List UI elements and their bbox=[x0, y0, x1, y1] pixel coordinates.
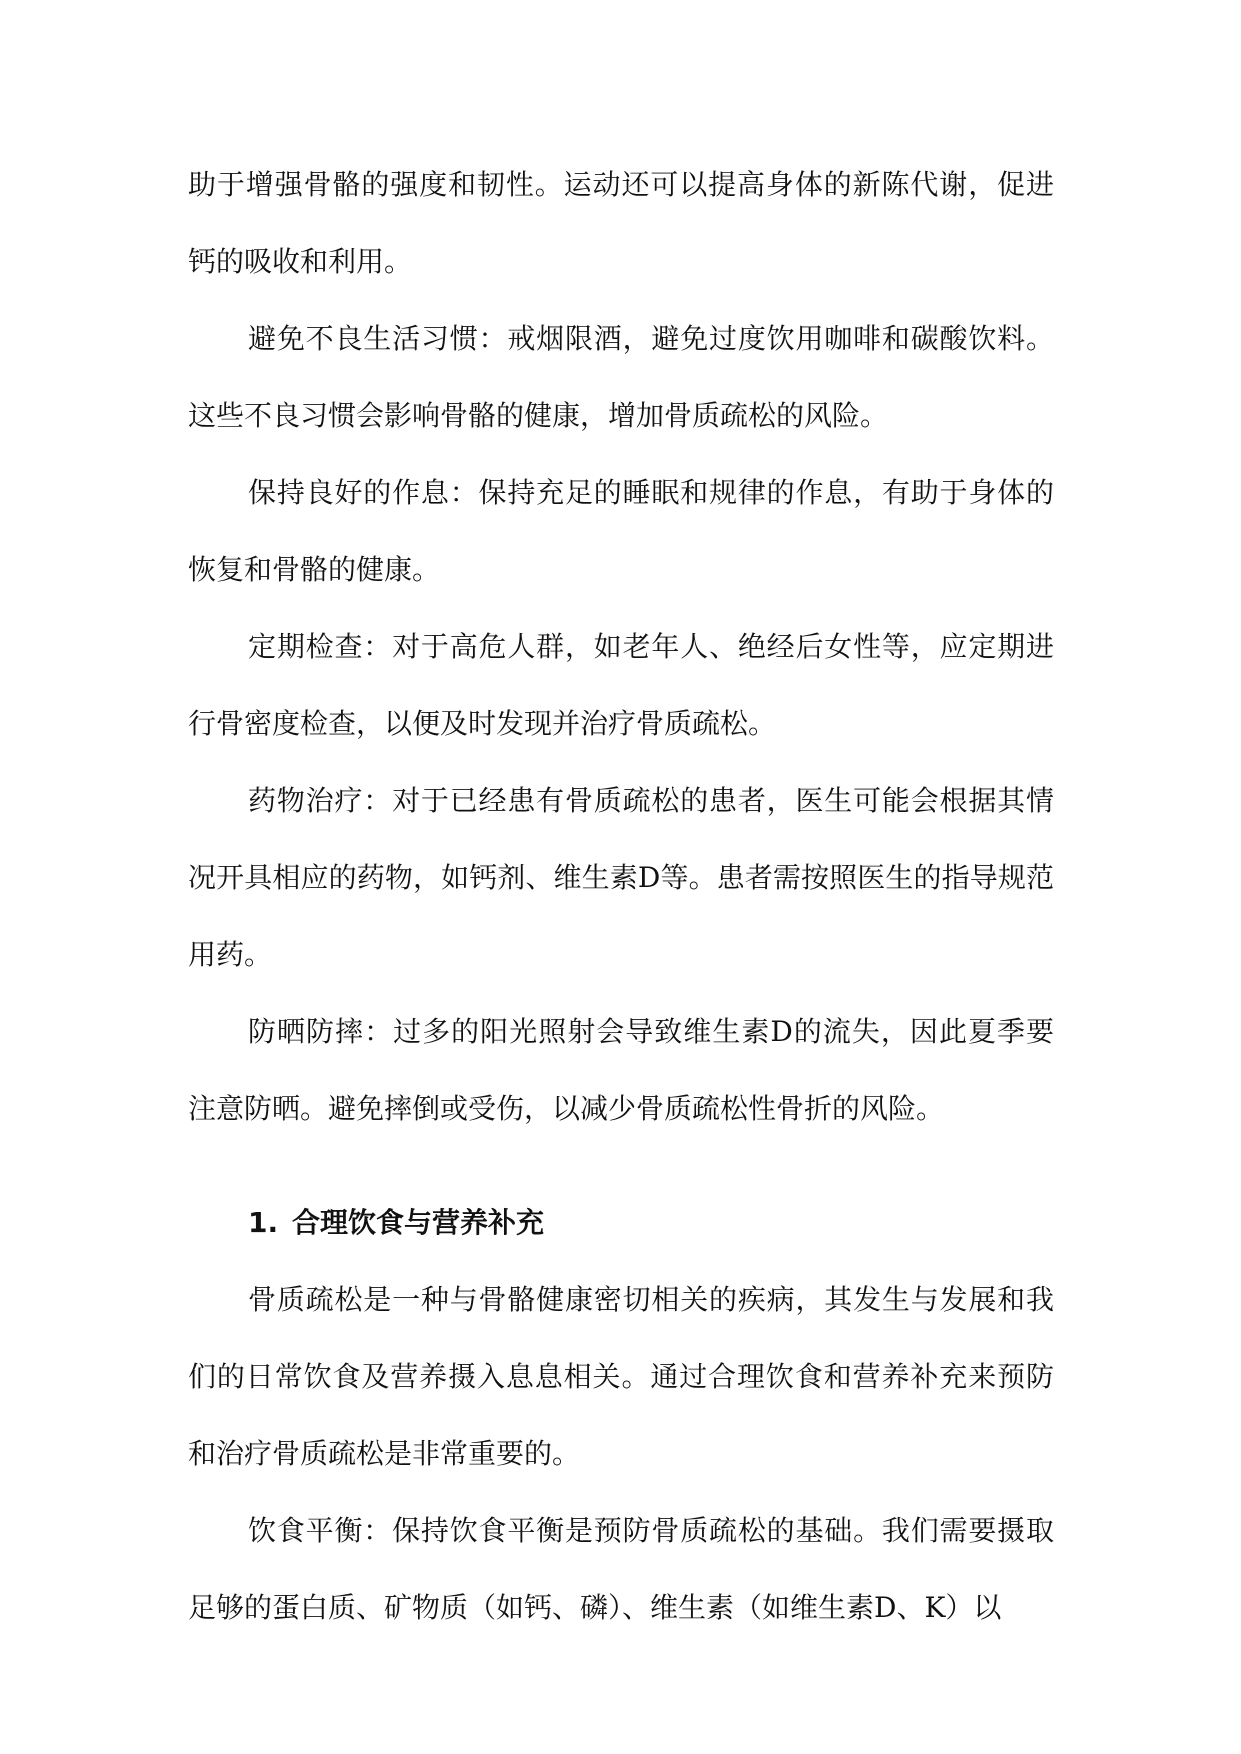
document-body bbox=[188, 146, 1054, 1646]
paragraph-balanced-diet: 饮食平衡：保持饮食平衡是预防骨质疏松的基础。我们需要摄取足够的蛋白质、矿物质（如钙、磷）、维生素（如维生素D、K）以 bbox=[188, 1514, 1054, 1624]
paragraph-sun-and-falls: 防晒防摔：过多的阳光照射会导致维生素D的流失，因此夏季要注意防晒。避免摔倒或受伤，以减少骨质疏松性骨折的风险。 bbox=[188, 1015, 1054, 1125]
paragraph-good-routine: 保持良好的作息：保持充足的睡眠和规律的作息，有助于身体的恢复和骨骼的健康。 bbox=[188, 476, 1054, 586]
paragraph-avoid-bad-habits: 避免不良生活习惯：戒烟限酒，避免过度饮用咖啡和碳酸饮料。这些不良习惯会影响骨骼的健康，增加骨质疏松的风险。 bbox=[188, 322, 1054, 432]
paragraph-diet-intro: 骨质疏松是一种与骨骼健康密切相关的疾病，其发生与发展和我们的日常饮食及营养摄入息息相关。通过合理饮食和营养补充来预防和治疗骨质疏松是非常重要的。 bbox=[188, 1283, 1054, 1470]
paragraph-exercise-continued: 助于增强骨骼的强度和韧性。运动还可以提高身体的新陈代谢，促进钙的吸收和利用。 bbox=[188, 168, 1054, 278]
section-number: 1. bbox=[248, 1206, 279, 1239]
paragraph-regular-checkup: 定期检查：对于高危人群，如老年人、绝经后女性等，应定期进行骨密度检查，以便及时发现并治疗骨质疏松。 bbox=[188, 630, 1054, 740]
section-heading bbox=[188, 1184, 1054, 1261]
section-title: 合理饮食与营养补充 bbox=[292, 1206, 545, 1239]
paragraph-medication: 药物治疗：对于已经患有骨质疏松的患者，医生可能会根据其情况开具相应的药物，如钙剂、维生素D等。患者需按照医生的指导规范用药。 bbox=[188, 784, 1054, 971]
